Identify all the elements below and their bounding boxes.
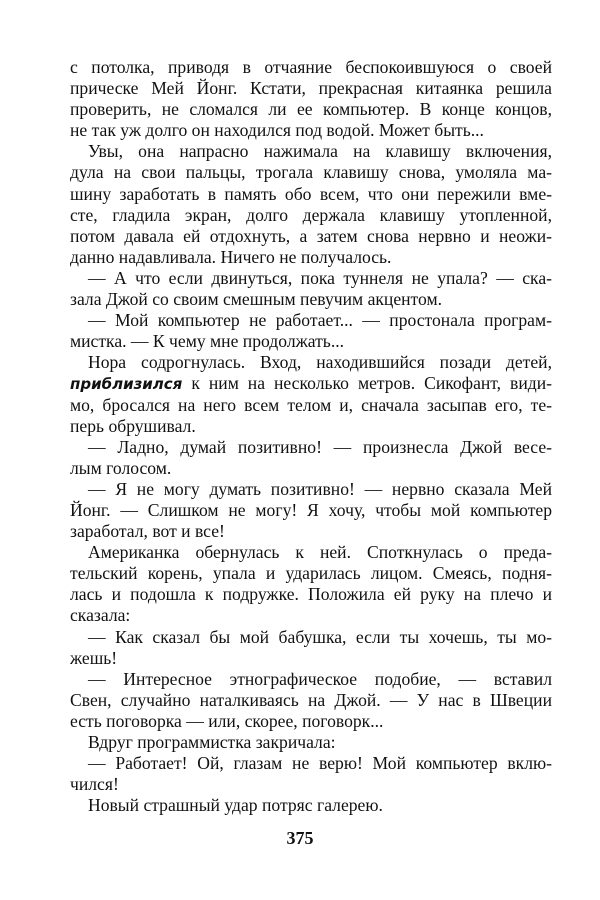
line-content (88, 141, 552, 161)
text-line (70, 162, 552, 183)
line-content (88, 352, 552, 372)
line-text: к ним на несколько метров. Сикофант, види- (191, 373, 553, 394)
text-line (70, 247, 552, 268)
body-text (70, 57, 552, 816)
line-content (70, 458, 171, 478)
text-line (70, 563, 552, 584)
line-content (70, 205, 552, 225)
line-text: — Я не могу думать позитивно! — нервно сказала Мей (88, 478, 552, 499)
line-text: зала Джой со своим смешным певучим акцентом. (70, 289, 443, 310)
text-line (70, 605, 552, 626)
line-text: сказала: (70, 605, 131, 626)
line-text: перь обрушивал. (70, 415, 196, 436)
line-text: Вдруг программистка закричала: (88, 732, 336, 752)
line-text: лым голосом. (70, 457, 172, 478)
line-text: Нора содрогнулась. Вход, находившийся позади детей, (88, 352, 552, 373)
line-text: шину заработать в память обо всем, что они пережили вме- (70, 183, 552, 204)
line-text: мо, бросался на него всем телом и, сначала засыпав его, те- (70, 394, 552, 415)
line-content (88, 437, 552, 457)
text-line (70, 310, 552, 331)
line-content (70, 247, 391, 267)
line-content (88, 795, 383, 815)
line-text: — Интересное этнографическое подобие, — вставил (88, 668, 552, 689)
emphasized-word: приблизился (70, 375, 183, 394)
text-line (70, 437, 552, 458)
text-line (70, 795, 552, 816)
line-content (70, 416, 196, 436)
text-line (70, 690, 552, 711)
text-line (70, 373, 552, 394)
line-text: — Ладно, думай позитивно! — произнесла Джой весе- (88, 436, 552, 457)
text-line (70, 753, 552, 774)
line-content (70, 99, 552, 119)
line-content (70, 226, 552, 246)
line-text: — Как сказал бы мой бабушка, если ты хочешь, ты мо- (88, 626, 552, 647)
text-line (70, 542, 552, 563)
line-text: Увы, она напрасно нажимала на клавишу включения, (88, 141, 552, 162)
line-text: Свен, случайно наталкиваясь на Джой. — У нас в Швеции (70, 689, 552, 710)
line-content (70, 395, 552, 415)
text-line (70, 732, 552, 753)
text-line (70, 416, 552, 437)
line-content (70, 120, 484, 140)
line-text: — Мой компьютер не работает... — простонала програм- (88, 310, 552, 331)
line-text: чился! (70, 774, 119, 795)
text-line (70, 205, 552, 226)
text-line (70, 141, 552, 162)
line-content (88, 627, 552, 647)
text-line (70, 648, 552, 669)
line-content (70, 184, 552, 204)
text-line (70, 78, 552, 99)
line-text: Йонг. — Слишком не могу! Я хочу, чтобы мой компьютер (70, 499, 552, 520)
line-text: Американка обернулась к ней. Споткнулась о преда- (88, 542, 552, 563)
line-content (88, 310, 552, 330)
line-content (70, 711, 383, 731)
page-number: 375 (286, 828, 314, 848)
line-text: потом давала ей отдохнуть, а затем снова нервно и неожи- (70, 225, 552, 246)
line-content (88, 732, 336, 752)
line-content (70, 289, 442, 309)
text-line (70, 395, 552, 416)
line-content (70, 373, 552, 393)
text-line (70, 289, 552, 310)
line-text: мистка. — К чему мне продолжать... (70, 331, 345, 352)
line-content (88, 542, 552, 562)
line-text: прическе Мей Йонг. Кстати, прекрасная китаянка решила (70, 78, 552, 99)
text-line (70, 120, 552, 141)
line-content (70, 331, 344, 351)
line-content (88, 479, 552, 499)
line-content (88, 753, 552, 773)
line-content (70, 605, 130, 625)
text-line (70, 184, 552, 205)
line-text: лась и подошла к подружке. Положила ей руку на плечо и (70, 584, 552, 605)
text-line (70, 627, 552, 648)
text-line (70, 352, 552, 373)
line-text: заработал, вот и все! (70, 521, 225, 542)
text-line (70, 57, 552, 78)
line-content (70, 162, 552, 182)
text-line (70, 226, 552, 247)
line-content (70, 774, 119, 794)
text-line (70, 458, 552, 479)
text-line (70, 500, 552, 521)
line-text: не так уж долго он находился под водой. Может быть... (70, 120, 484, 141)
line-content (70, 78, 552, 98)
text-line (70, 331, 552, 352)
line-text: Новый страшный удар потряс галерею. (88, 795, 383, 816)
line-text: — А что если двинуться, пока туннеля не упала? — ска- (88, 267, 552, 288)
line-content (70, 648, 117, 668)
line-content (88, 669, 552, 689)
text-line (70, 479, 552, 500)
line-text: данно надавливала. Ничего не получалось. (70, 246, 392, 267)
line-content (70, 563, 552, 583)
line-text: проверить, не сломался ли ее компьютер. В конце концов, (70, 99, 552, 120)
line-content (70, 57, 552, 77)
line-text: сте, гладила экран, долго держала клавишу утопленной, (70, 204, 552, 225)
line-content (70, 584, 552, 604)
line-text: жешь! (70, 647, 118, 668)
text-line (70, 99, 552, 120)
text-line (70, 268, 552, 289)
line-content (70, 690, 552, 710)
text-line (70, 774, 552, 795)
text-line (70, 669, 552, 690)
line-text: дула на свои пальцы, трогала клавишу снова, умоляла ма- (70, 162, 552, 183)
line-content (70, 500, 552, 520)
line-content (88, 268, 552, 288)
text-line (70, 584, 552, 605)
line-text: есть поговорка — или, скорее, поговорк... (70, 710, 384, 731)
line-text: с потолка, приводя в отчаяние беспокоившуюся о своей (70, 57, 552, 77)
line-text: тельский корень, упала и ударилась лицом. Смеясь, подня- (70, 563, 552, 584)
text-line (70, 711, 552, 732)
text-line (70, 521, 552, 542)
line-content (70, 521, 225, 541)
line-text: — Работает! Ой, глазам не верю! Мой компьютер вклю- (88, 753, 552, 774)
